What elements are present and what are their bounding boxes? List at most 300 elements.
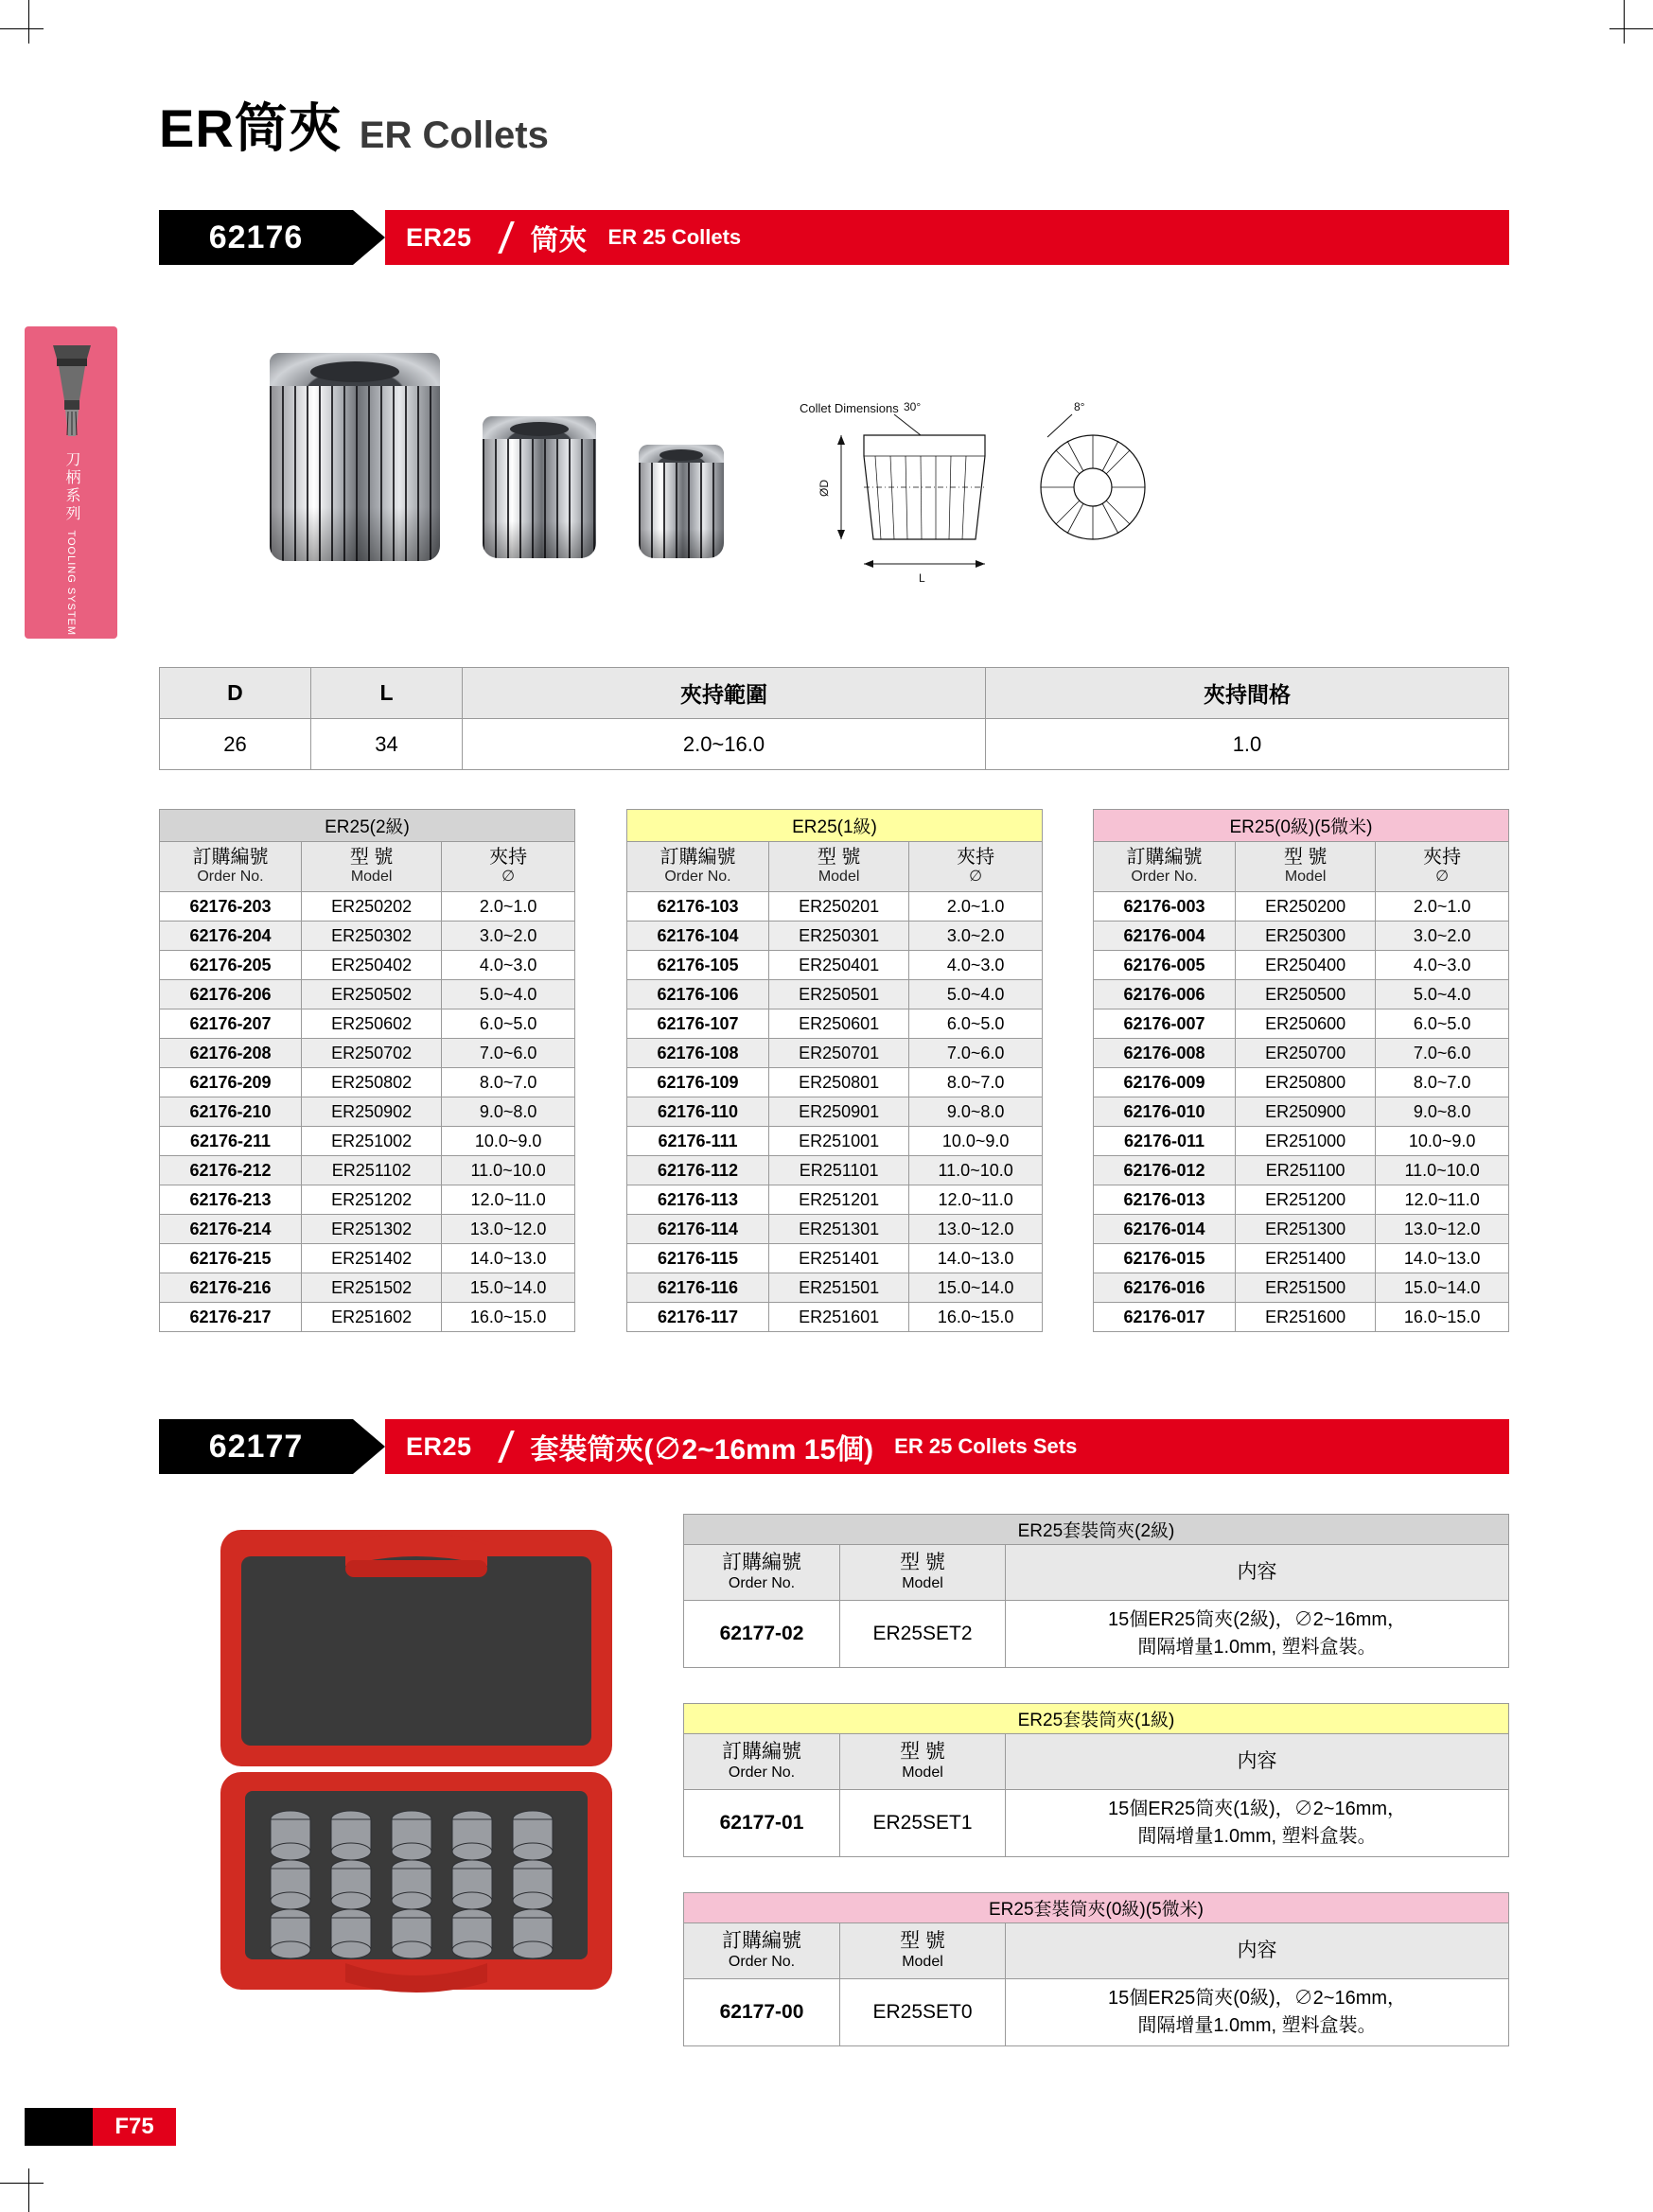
cell-model: ER250900: [1235, 1097, 1375, 1127]
collet-dimension-drawing: [800, 397, 1235, 601]
cell-order-no: 62176-212: [160, 1156, 302, 1185]
crop-mark-bottom-left: [28, 2168, 29, 2212]
set-col-content: [1006, 1545, 1509, 1601]
cell-model: ER251300: [1235, 1215, 1375, 1244]
cell-model: ER251400: [1235, 1244, 1375, 1273]
set-col-order-no: [684, 1923, 840, 1979]
cell-model: ER250300: [1235, 922, 1375, 951]
set-col-model-en: Model: [902, 1954, 943, 1971]
cell-clamp-range: 16.0~15.0: [909, 1303, 1043, 1332]
cell-order-no: 62176-207: [160, 1009, 302, 1039]
cell-model: ER250402: [301, 951, 441, 980]
cell-order-no: 62176-214: [160, 1215, 302, 1244]
cell-order-no: 62176-008: [1094, 1039, 1236, 1068]
table-row: [627, 1156, 1043, 1185]
cell-clamp-range: 12.0~11.0: [1376, 1185, 1509, 1215]
cell-clamp-range: 13.0~12.0: [442, 1215, 575, 1244]
table-row: [160, 1156, 575, 1185]
cell-model: ER251200: [1235, 1185, 1375, 1215]
cell-clamp-range: 7.0~6.0: [1376, 1039, 1509, 1068]
set-grade-header-row: [684, 1515, 1509, 1545]
cell-model: ER251001: [768, 1127, 908, 1156]
col-model: [768, 842, 908, 892]
cell-model: ER251600: [1235, 1303, 1375, 1332]
set-column-header-row: [684, 1923, 1509, 1979]
table-row: [160, 951, 575, 980]
spec-header-range: 夾持範圍: [462, 668, 985, 719]
col-model: [301, 842, 441, 892]
set-content-line1: 15個ER25筒夾(0級)，∅2~16mm，: [1107, 1988, 1407, 2010]
set-model: ER25SET0: [840, 1979, 1006, 2046]
col-order-no-cn: 訂購編號: [659, 847, 736, 868]
drawing-label-d: ØD: [818, 480, 831, 497]
collet-table-grade0-body: [1094, 810, 1509, 1332]
spec-value-range: 2.0~16.0: [462, 719, 985, 770]
cell-order-no: 62176-205: [160, 951, 302, 980]
section-code: 62177: [159, 1419, 353, 1474]
table-row: [627, 892, 1043, 922]
set-grade-label: ER25套裝筒夾(1級): [684, 1704, 1509, 1734]
crop-mark-left-top: [0, 28, 44, 29]
cell-clamp-range: 8.0~7.0: [1376, 1068, 1509, 1097]
grade-header-row: [160, 810, 575, 842]
set-col-content-cn: 内容: [1237, 1560, 1277, 1583]
cell-model: ER250901: [768, 1097, 908, 1127]
table-row: [1094, 1009, 1509, 1039]
cell-model: ER250700: [1235, 1039, 1375, 1068]
set-table-grade0: [683, 1892, 1509, 2046]
table-row: [160, 1039, 575, 1068]
cell-order-no: 62176-106: [627, 980, 769, 1009]
cell-order-no: 62176-211: [160, 1127, 302, 1156]
cell-clamp-range: 9.0~8.0: [442, 1097, 575, 1127]
cell-model: ER250200: [1235, 892, 1375, 922]
page-title: [159, 98, 549, 158]
table-row: [627, 1215, 1043, 1244]
cell-model: ER251301: [768, 1215, 908, 1244]
set-content-line1: 15個ER25筒夾(2級)，∅2~16mm，: [1107, 1609, 1407, 1631]
cell-model: ER251402: [301, 1244, 441, 1273]
footer-page-number: F75: [93, 2108, 176, 2146]
table-row: [1094, 1244, 1509, 1273]
cell-model: ER250602: [301, 1009, 441, 1039]
col-model-en: Model: [350, 869, 393, 885]
set-col-model: [840, 1734, 1006, 1790]
cell-order-no: 62176-110: [627, 1097, 769, 1127]
set-column-header-row: [684, 1734, 1509, 1790]
table-row: [160, 1068, 575, 1097]
cell-clamp-range: 7.0~6.0: [442, 1039, 575, 1068]
cell-model: ER250801: [768, 1068, 908, 1097]
cell-model: ER251500: [1235, 1273, 1375, 1303]
cell-clamp-range: 4.0~3.0: [442, 951, 575, 980]
set-col-order-no-en: Order No.: [728, 1954, 796, 1971]
cell-clamp-range: 5.0~4.0: [1376, 980, 1509, 1009]
cell-model: ER250502: [301, 980, 441, 1009]
cell-order-no: 62176-005: [1094, 951, 1236, 980]
set-col-model-cn: 型 號: [900, 1741, 945, 1763]
spec-value-step: 1.0: [985, 719, 1508, 770]
cell-clamp-range: 3.0~2.0: [442, 922, 575, 951]
cell-model: ER250702: [301, 1039, 441, 1068]
cell-order-no: 62176-109: [627, 1068, 769, 1097]
cell-model: ER250302: [301, 922, 441, 951]
set-content-line2: 間隔增量1.0mm, 塑料盒裝。: [1137, 1826, 1377, 1848]
banner-divider-icon: [483, 221, 515, 254]
cell-order-no: 62176-209: [160, 1068, 302, 1097]
drawing-angle-top: 30°: [904, 400, 922, 413]
cell-model: ER251501: [768, 1273, 908, 1303]
table-row: [1094, 1273, 1509, 1303]
table-row: [627, 922, 1043, 951]
cell-order-no: 62176-010: [1094, 1097, 1236, 1127]
spec-table-value-row: [160, 719, 1509, 770]
col-order-no-cn: 訂購編號: [192, 847, 269, 868]
set-grade-header-row: [684, 1704, 1509, 1734]
cell-model: ER251602: [301, 1303, 441, 1332]
cell-model: ER250701: [768, 1039, 908, 1068]
set-col-model: [840, 1923, 1006, 1979]
table-row: [1094, 1156, 1509, 1185]
collet-table-grade1: [626, 809, 1043, 1332]
cell-clamp-range: 6.0~5.0: [909, 1009, 1043, 1039]
set-col-order-no-cn: 訂購編號: [722, 1552, 801, 1573]
banner-desc-en: ER 25 Collets: [607, 225, 742, 249]
cell-clamp-range: 3.0~2.0: [1376, 922, 1509, 951]
banner-body: [385, 210, 1509, 265]
cell-order-no: 62176-117: [627, 1303, 769, 1332]
cell-order-no: 62176-104: [627, 922, 769, 951]
col-model-en: Model: [818, 869, 860, 885]
table-row: [160, 1097, 575, 1127]
cell-model: ER250301: [768, 922, 908, 951]
drawing-label-l: L: [919, 571, 925, 585]
table-row: [627, 1097, 1043, 1127]
set-model: ER25SET2: [840, 1601, 1006, 1668]
cell-clamp-range: 16.0~15.0: [1376, 1303, 1509, 1332]
cell-clamp-range: 3.0~2.0: [909, 922, 1043, 951]
set-col-model-en: Model: [902, 1764, 943, 1782]
cell-model: ER250601: [768, 1009, 908, 1039]
table-row: [160, 1244, 575, 1273]
cell-model: ER251502: [301, 1273, 441, 1303]
table-row: [1094, 1097, 1509, 1127]
spec-value-d: 26: [160, 719, 311, 770]
banner-desc-cn: 筒夾: [530, 225, 588, 256]
cell-order-no: 62176-006: [1094, 980, 1236, 1009]
cell-model: ER251302: [301, 1215, 441, 1244]
crop-mark-left-bottom: [0, 2183, 44, 2184]
collet-photo-small: [639, 445, 724, 558]
banner-desc-cn: 套裝筒夾(∅2~16mm 15個): [530, 1434, 874, 1466]
set-col-order-no-cn: 訂購編號: [722, 1930, 801, 1952]
grade-header-row: [627, 810, 1043, 842]
spec-header-step: 夾持間格: [985, 668, 1508, 719]
cell-clamp-range: 14.0~13.0: [442, 1244, 575, 1273]
set-order-no: 62177-02: [684, 1601, 840, 1668]
table-row: [1094, 892, 1509, 922]
col-order-no: [627, 842, 769, 892]
grade-label: ER25(1級): [627, 810, 1043, 842]
cell-clamp-range: 9.0~8.0: [909, 1097, 1043, 1127]
spec-table: [159, 667, 1509, 770]
set-grade-header-row: [684, 1893, 1509, 1923]
set-col-order-no: [684, 1734, 840, 1790]
grade-label: ER25(0級)(5微米): [1094, 810, 1509, 842]
cell-clamp-range: 5.0~4.0: [909, 980, 1043, 1009]
cell-model: ER250201: [768, 892, 908, 922]
col-clamp: [442, 842, 575, 892]
cell-order-no: 62176-215: [160, 1244, 302, 1273]
cell-clamp-range: 10.0~9.0: [909, 1127, 1043, 1156]
banner-desc-en: ER 25 Collets Sets: [894, 1434, 1078, 1458]
cell-clamp-range: 10.0~9.0: [1376, 1127, 1509, 1156]
cell-order-no: 62176-114: [627, 1215, 769, 1244]
set-col-content-cn: 内容: [1237, 1749, 1277, 1772]
set-table-grade1: [683, 1703, 1509, 1857]
table-row: [1094, 922, 1509, 951]
cell-clamp-range: 11.0~10.0: [1376, 1156, 1509, 1185]
table-row: [1094, 1127, 1509, 1156]
banner-arrow-icon: [353, 210, 385, 265]
side-tab-label-en: TOOLING SYSTEM: [65, 530, 77, 637]
column-header-row: [1094, 842, 1509, 892]
set-column-header-row: [684, 1545, 1509, 1601]
table-row: [627, 1273, 1043, 1303]
table-row: [160, 980, 575, 1009]
col-clamp-en: ∅: [501, 869, 516, 885]
col-clamp-cn: 夾持: [1423, 847, 1462, 868]
collet-table-grade2-body: [160, 810, 575, 1332]
table-row: [1094, 1303, 1509, 1332]
cell-order-no: 62176-009: [1094, 1068, 1236, 1097]
cell-clamp-range: 9.0~8.0: [1376, 1097, 1509, 1127]
cell-order-no: 62176-011: [1094, 1127, 1236, 1156]
cell-model: ER250800: [1235, 1068, 1375, 1097]
col-clamp-cn: 夾持: [957, 847, 995, 868]
cell-clamp-range: 4.0~3.0: [909, 951, 1043, 980]
set-col-model-cn: 型 號: [900, 1930, 945, 1952]
cell-clamp-range: 14.0~13.0: [909, 1244, 1043, 1273]
table-row: [1094, 951, 1509, 980]
col-order-no: [1094, 842, 1236, 892]
cell-order-no: 62176-013: [1094, 1185, 1236, 1215]
cell-clamp-range: 8.0~7.0: [442, 1068, 575, 1097]
table-row: [160, 1185, 575, 1215]
cell-model: ER251401: [768, 1244, 908, 1273]
banner-series-label: ER25: [406, 1431, 472, 1461]
set-order-no: 62177-01: [684, 1790, 840, 1857]
cell-model: ER251102: [301, 1156, 441, 1185]
cell-clamp-range: 2.0~1.0: [442, 892, 575, 922]
page-title-en: ER Collets: [359, 114, 549, 156]
cell-clamp-range: 15.0~14.0: [909, 1273, 1043, 1303]
set-model: ER25SET1: [840, 1790, 1006, 1857]
cell-clamp-range: 14.0~13.0: [1376, 1244, 1509, 1273]
cell-order-no: 62176-004: [1094, 922, 1236, 951]
cell-model: ER250401: [768, 951, 908, 980]
col-order-no-en: Order No.: [664, 869, 731, 885]
cell-clamp-range: 10.0~9.0: [442, 1127, 575, 1156]
spec-table-header-row: [160, 668, 1509, 719]
cell-model: ER250802: [301, 1068, 441, 1097]
table-row: [627, 1127, 1043, 1156]
table-row: [627, 1303, 1043, 1332]
cell-model: ER250501: [768, 980, 908, 1009]
cell-clamp-range: 2.0~1.0: [909, 892, 1043, 922]
grade-label: ER25(2級): [160, 810, 575, 842]
cell-clamp-range: 6.0~5.0: [442, 1009, 575, 1039]
cell-clamp-range: 16.0~15.0: [442, 1303, 575, 1332]
table-row: [160, 892, 575, 922]
col-order-no: [160, 842, 302, 892]
table-row: [160, 922, 575, 951]
banner-arrow-icon: [353, 1419, 385, 1474]
table-row: [1094, 1215, 1509, 1244]
cell-clamp-range: 15.0~14.0: [1376, 1273, 1509, 1303]
collet-photo-medium: [483, 416, 596, 558]
collet-table-grade0: [1093, 809, 1509, 1332]
cell-order-no: 62176-216: [160, 1273, 302, 1303]
table-row: [1094, 980, 1509, 1009]
cell-order-no: 62176-012: [1094, 1156, 1236, 1185]
tool-holder-icon: [45, 342, 98, 441]
set-col-model-en: Model: [902, 1575, 943, 1592]
side-tab-text: [60, 451, 82, 636]
set-value-row: [684, 1601, 1509, 1668]
set-content-line2: 間隔增量1.0mm, 塑料盒裝。: [1137, 1637, 1377, 1659]
table-row: [160, 1127, 575, 1156]
cell-clamp-range: 15.0~14.0: [442, 1273, 575, 1303]
cell-order-no: 62176-105: [627, 951, 769, 980]
page-title-cn: ER筒夾: [159, 98, 343, 158]
table-row: [627, 951, 1043, 980]
cell-order-no: 62176-015: [1094, 1244, 1236, 1273]
cell-order-no: 62176-206: [160, 980, 302, 1009]
section-code: 62176: [159, 210, 353, 265]
table-row: [627, 1068, 1043, 1097]
cell-order-no: 62176-204: [160, 922, 302, 951]
column-header-row: [160, 842, 575, 892]
set-content: [1006, 1601, 1509, 1668]
drawing-caption: Collet Dimensions: [800, 401, 899, 415]
col-model-cn: 型 號: [349, 847, 394, 868]
col-model-cn: 型 號: [817, 847, 861, 868]
cell-model: ER250600: [1235, 1009, 1375, 1039]
col-model-en: Model: [1284, 869, 1327, 885]
collet-photo-group: [241, 317, 771, 563]
col-clamp: [909, 842, 1043, 892]
cell-order-no: 62176-113: [627, 1185, 769, 1215]
table-row: [1094, 1039, 1509, 1068]
cell-order-no: 62176-116: [627, 1273, 769, 1303]
crop-mark-right-top: [1609, 28, 1653, 29]
cell-order-no: 62176-016: [1094, 1273, 1236, 1303]
cell-model: ER250500: [1235, 980, 1375, 1009]
cell-order-no: 62176-007: [1094, 1009, 1236, 1039]
table-row: [627, 1244, 1043, 1273]
grade-header-row: [1094, 810, 1509, 842]
cell-clamp-range: 8.0~7.0: [909, 1068, 1043, 1097]
cell-model: ER250400: [1235, 951, 1375, 980]
set-content: [1006, 1979, 1509, 2046]
collet-photo-large: [270, 353, 440, 561]
set-col-model-cn: 型 號: [900, 1552, 945, 1573]
section-banner-62176: [159, 210, 1509, 265]
column-header-row: [627, 842, 1043, 892]
set-order-no: 62177-00: [684, 1979, 840, 2046]
set-content-line1: 15個ER25筒夾(1級)，∅2~16mm，: [1107, 1799, 1407, 1820]
col-clamp-en: ∅: [969, 869, 983, 885]
section-banner-62177: [159, 1419, 1509, 1474]
cell-order-no: 62176-203: [160, 892, 302, 922]
cell-order-no: 62176-111: [627, 1127, 769, 1156]
set-grade-label: ER25套裝筒夾(2級): [684, 1515, 1509, 1545]
cell-clamp-range: 13.0~12.0: [909, 1215, 1043, 1244]
set-col-model: [840, 1545, 1006, 1601]
cell-model: ER251000: [1235, 1127, 1375, 1156]
cell-clamp-range: 6.0~5.0: [1376, 1009, 1509, 1039]
cell-order-no: 62176-003: [1094, 892, 1236, 922]
set-content-line2: 間隔增量1.0mm, 塑料盒裝。: [1137, 2015, 1377, 2037]
cell-clamp-range: 7.0~6.0: [909, 1039, 1043, 1068]
col-model: [1235, 842, 1375, 892]
cell-model: ER250902: [301, 1097, 441, 1127]
collet-set-case-photo: [203, 1519, 629, 2010]
set-grade-label: ER25套裝筒夾(0級)(5微米): [684, 1893, 1509, 1923]
cell-clamp-range: 12.0~11.0: [442, 1185, 575, 1215]
table-row: [160, 1303, 575, 1332]
banner-body: [385, 1419, 1509, 1474]
table-row: [160, 1009, 575, 1039]
cell-model: ER251601: [768, 1303, 908, 1332]
col-clamp: [1376, 842, 1509, 892]
crop-mark-top-left: [28, 0, 29, 44]
cell-clamp-range: 13.0~12.0: [1376, 1215, 1509, 1244]
set-col-content: [1006, 1734, 1509, 1790]
table-row: [627, 1009, 1043, 1039]
table-row: [160, 1273, 575, 1303]
cell-model: ER251100: [1235, 1156, 1375, 1185]
cell-order-no: 62176-017: [1094, 1303, 1236, 1332]
cell-order-no: 62176-103: [627, 892, 769, 922]
table-row: [1094, 1068, 1509, 1097]
set-col-order-no: [684, 1545, 840, 1601]
cell-order-no: 62176-210: [160, 1097, 302, 1127]
cell-model: ER251202: [301, 1185, 441, 1215]
table-row: [627, 1039, 1043, 1068]
cell-clamp-range: 12.0~11.0: [909, 1185, 1043, 1215]
cell-order-no: 62176-107: [627, 1009, 769, 1039]
crop-mark-top-right: [1624, 0, 1625, 44]
side-tab-tooling-system: [25, 326, 117, 639]
banner-divider-icon: [483, 1431, 515, 1463]
spec-header-d: D: [160, 668, 311, 719]
cell-order-no: 62176-213: [160, 1185, 302, 1215]
cell-order-no: 62176-115: [627, 1244, 769, 1273]
spec-header-l: L: [310, 668, 462, 719]
spec-value-l: 34: [310, 719, 462, 770]
col-model-cn: 型 號: [1283, 847, 1328, 868]
cell-model: ER251002: [301, 1127, 441, 1156]
cell-clamp-range: 11.0~10.0: [442, 1156, 575, 1185]
banner-series-label: ER25: [406, 222, 472, 252]
set-col-content-cn: 内容: [1237, 1939, 1277, 1961]
table-row: [1094, 1185, 1509, 1215]
cell-model: ER250202: [301, 892, 441, 922]
collet-table-grade1-body: [627, 810, 1043, 1332]
set-col-order-no-en: Order No.: [728, 1764, 796, 1782]
